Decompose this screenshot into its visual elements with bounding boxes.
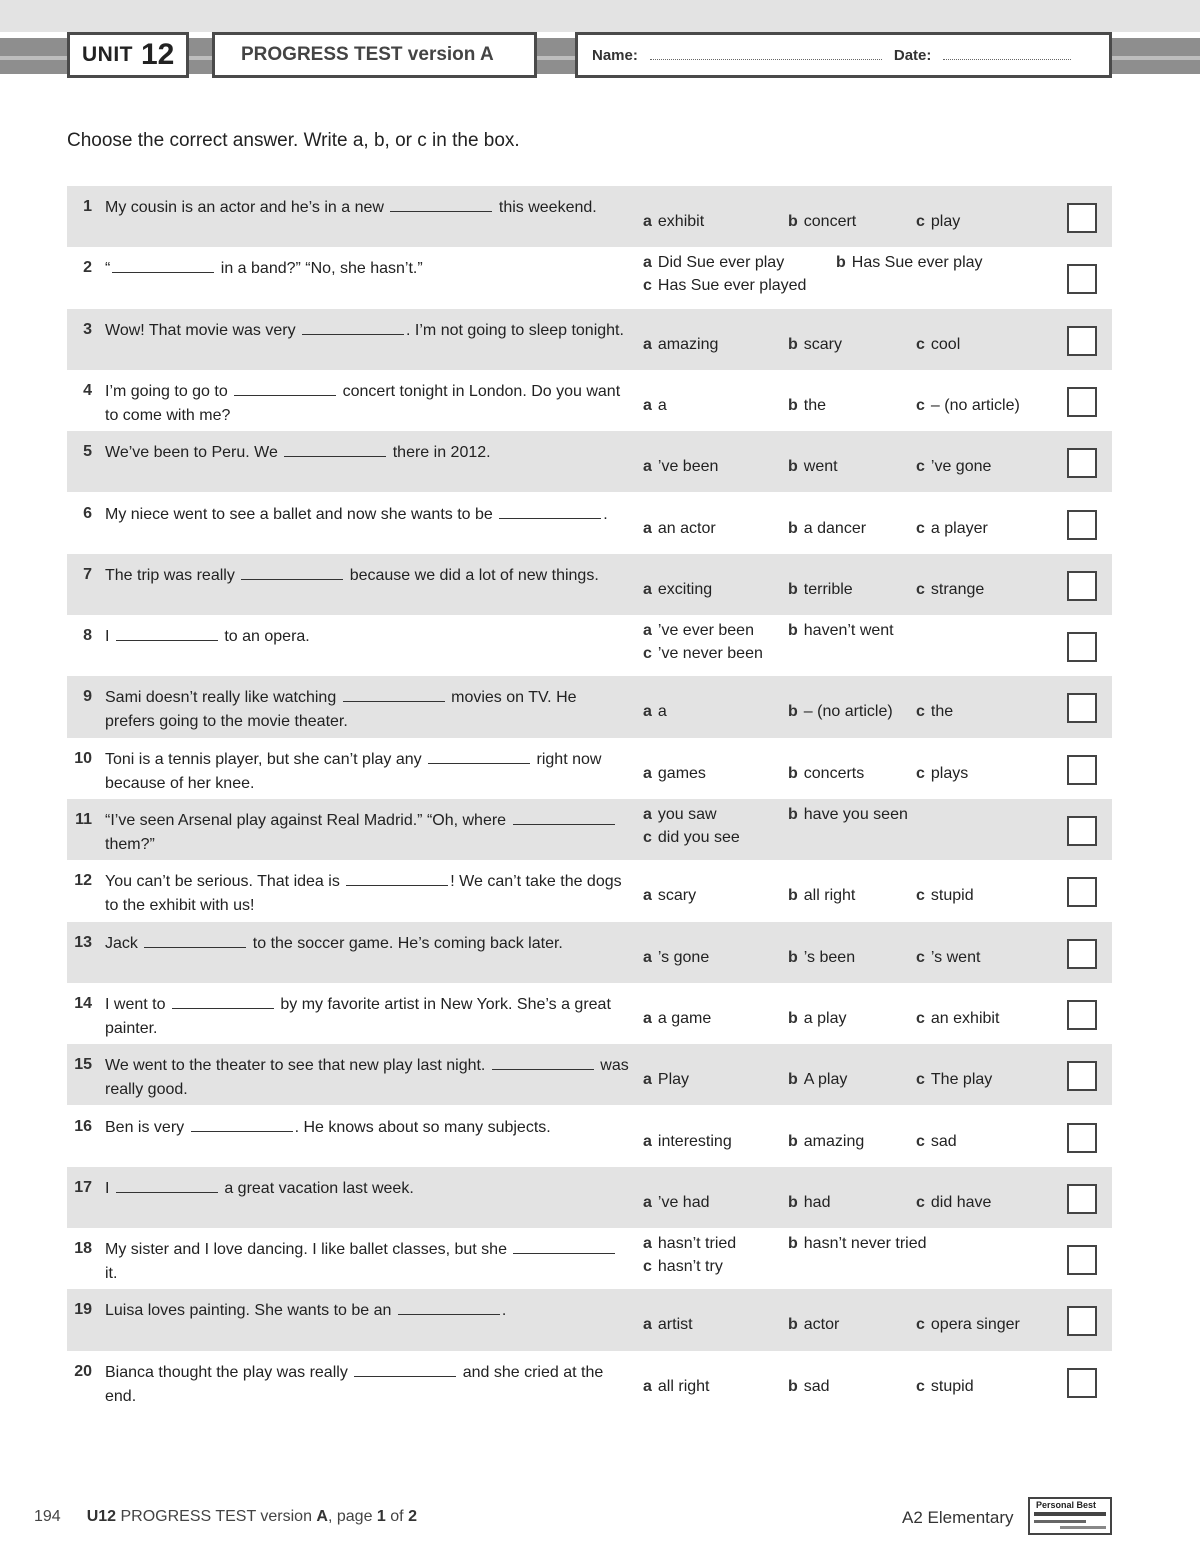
option-a: a artist: [643, 1316, 693, 1334]
answer-blank: [499, 503, 601, 519]
unit-word: UNIT: [82, 43, 133, 66]
option-b: b actor: [788, 1316, 840, 1334]
answer-box[interactable]: [1067, 264, 1097, 294]
option-b: b had: [788, 1193, 831, 1211]
answer-box[interactable]: [1067, 939, 1097, 969]
option-c: c play: [916, 213, 961, 230]
answer-blank: [390, 196, 492, 212]
answer-box[interactable]: [1067, 1306, 1097, 1336]
answer-blank: [112, 257, 214, 273]
question-row: [67, 983, 1112, 1044]
question-number: 10: [74, 749, 92, 767]
question-text: Sami doesn’t really like watching movies on TV. He prefers going to the movie theater.: [105, 686, 630, 734]
name-label: Name:: [592, 46, 638, 64]
option-a: a exciting: [643, 580, 713, 598]
option-b: b ’s been: [788, 948, 856, 966]
option-a: a amazing: [643, 335, 719, 353]
question-text: My cousin is an actor and he’s in a new this weekend.: [105, 196, 630, 220]
answer-box[interactable]: [1067, 1123, 1097, 1153]
logo-text: Personal Best: [1036, 1500, 1097, 1510]
option-c: c ’ve never been: [643, 645, 763, 663]
question-row: [67, 676, 1112, 737]
top-band: [0, 0, 1200, 32]
answer-box[interactable]: [1067, 326, 1097, 356]
answer-box[interactable]: [1067, 693, 1097, 723]
question-text: We went to the theater to see that new play last night. was really good.: [105, 1054, 630, 1102]
question-number: 5: [83, 443, 92, 461]
question-text: I a great vacation last week.: [105, 1177, 630, 1201]
option-c: c The play: [916, 1071, 993, 1089]
option-b: b haven’t went: [788, 622, 894, 640]
option-c: c strange: [916, 580, 985, 598]
option-b: b have you seen: [788, 806, 908, 823]
option-a: a interesting: [643, 1132, 732, 1150]
question-number: 6: [83, 504, 92, 522]
answer-box[interactable]: [1067, 1184, 1097, 1214]
option-b: b scary: [788, 335, 843, 353]
option-c: c ’ve gone: [916, 458, 992, 476]
answer-blank: [354, 1361, 456, 1377]
name-date-box: [575, 32, 1112, 78]
question-row: [67, 615, 1112, 676]
question-number: 12: [74, 872, 92, 890]
option-b: b Has Sue ever play: [836, 254, 983, 272]
option-c: c opera singer: [916, 1316, 1020, 1334]
option-b: b all right: [788, 887, 856, 905]
question-row: [67, 370, 1112, 431]
answer-box[interactable]: [1067, 1061, 1097, 1091]
option-a: a a game: [643, 1009, 712, 1027]
test-title: PROGRESS TEST version A: [212, 32, 537, 78]
answer-blank: [191, 1116, 293, 1132]
option-b: b a dancer: [788, 519, 867, 537]
question-number: 8: [83, 627, 92, 645]
answer-box[interactable]: [1067, 571, 1097, 601]
option-c: c stupid: [916, 1377, 974, 1395]
option-c: c a player: [916, 519, 988, 537]
question-row: [67, 431, 1112, 492]
answer-blank: [346, 870, 448, 886]
option-c: c the: [916, 703, 954, 721]
answer-box[interactable]: [1067, 203, 1097, 233]
option-b: b the: [788, 396, 827, 414]
option-b: b terrible: [788, 580, 853, 598]
publisher-logo: [1028, 1497, 1112, 1535]
question-text: Bianca thought the play was really and she cried at the end.: [105, 1361, 630, 1409]
question-row: [67, 738, 1112, 799]
answer-box[interactable]: [1067, 1368, 1097, 1398]
question-number: 17: [74, 1178, 92, 1196]
option-a: a Play: [643, 1071, 690, 1089]
question-number: 13: [74, 933, 92, 951]
question-number: 11: [75, 811, 92, 828]
option-a: a games: [643, 764, 706, 782]
question-row: [67, 493, 1112, 554]
option-b: b hasn’t never tried: [788, 1235, 927, 1253]
question-number: 1: [83, 198, 92, 215]
option-a: a all right: [643, 1377, 710, 1395]
question-number: 18: [74, 1240, 92, 1258]
option-a: a ’s gone: [643, 948, 710, 966]
answer-box[interactable]: [1067, 632, 1097, 662]
question-number: 7: [83, 565, 92, 583]
question-text: My niece went to see a ballet and now she wants to be .: [105, 503, 630, 527]
answer-blank: [144, 932, 246, 948]
option-a: a hasn’t tried: [643, 1235, 737, 1253]
question-row: [67, 1106, 1112, 1167]
question-text: Jack to the soccer game. He’s coming back later.: [105, 932, 630, 956]
question-text: Toni is a tennis player, but she can’t play any right now because of her knee.: [105, 748, 630, 796]
option-a: a ’ve ever been: [643, 622, 754, 640]
option-c: c cool: [916, 335, 961, 353]
answer-blank: [172, 993, 274, 1009]
question-text: Ben is very . He knows about so many subjects.: [105, 1116, 630, 1140]
question-text: I to an opera.: [105, 625, 630, 649]
date-label: Date:: [893, 46, 932, 64]
option-b: b sad: [788, 1377, 830, 1395]
question-row: [67, 1044, 1112, 1105]
question-number: 14: [74, 994, 92, 1012]
option-c: c an exhibit: [916, 1009, 1000, 1027]
option-a: a Did Sue ever play: [643, 254, 785, 272]
answer-blank: [302, 319, 404, 335]
question-text: “ in a band?” “No, she hasn’t.”: [105, 257, 630, 281]
question-number: 19: [74, 1301, 92, 1319]
option-b: b went: [788, 458, 838, 476]
question-row: [67, 799, 1112, 860]
answer-blank: [513, 1238, 615, 1254]
question-number: 16: [74, 1117, 92, 1135]
unit-label: [67, 32, 189, 78]
question-number: 2: [83, 259, 92, 277]
question-row: [67, 1228, 1112, 1289]
question-text: Luisa loves painting. She wants to be an .: [105, 1299, 630, 1323]
option-c: c Has Sue ever played: [643, 277, 807, 295]
answer-box[interactable]: [1067, 510, 1097, 540]
unit-number: 12: [141, 38, 175, 71]
option-b: b concert: [788, 213, 857, 230]
question-row: [67, 922, 1112, 983]
option-c: c did you see: [643, 829, 740, 846]
question-row: [67, 1351, 1112, 1412]
question-row: [67, 247, 1112, 308]
instruction: Choose the correct answer. Write a, b, or c in the box.: [67, 130, 520, 151]
question-number: 3: [83, 320, 92, 338]
option-c: c sad: [916, 1132, 957, 1150]
question-number: 4: [83, 381, 92, 399]
answer-box[interactable]: [1067, 755, 1097, 785]
answer-box[interactable]: [1067, 816, 1097, 846]
option-b: b concerts: [788, 764, 865, 782]
level-label: A2 Elementary: [902, 1508, 1014, 1527]
answer-box[interactable]: [1067, 387, 1097, 417]
question-text: The trip was really because we did a lot of new things.: [105, 564, 630, 588]
answer-blank: [284, 441, 386, 457]
answer-box[interactable]: [1067, 877, 1097, 907]
option-a: a ’ve been: [643, 458, 719, 476]
answer-blank: [343, 686, 445, 702]
answer-blank: [513, 809, 615, 825]
question-text: You can’t be serious. That idea is ! We can’t take the dogs to the exhibit with us!: [105, 870, 630, 918]
question-text: I’m going to go to concert tonight in London. Do you want to come with me?: [105, 380, 630, 428]
question-number: 9: [83, 688, 92, 706]
answer-box[interactable]: [1067, 1000, 1097, 1030]
question-row: [67, 554, 1112, 615]
question-number: 15: [74, 1056, 92, 1074]
option-a: a scary: [643, 887, 697, 905]
question-text: “I’ve seen Arsenal play against Real Madrid.” “Oh, where them?”: [105, 809, 630, 857]
option-c: c – (no article): [916, 396, 1020, 414]
question-row: [67, 309, 1112, 370]
question-row: [67, 1167, 1112, 1228]
option-b: b a play: [788, 1009, 847, 1027]
question-text: Wow! That movie was very . I’m not going to sleep tonight.: [105, 319, 630, 343]
question-row: [67, 860, 1112, 921]
page-number: 194: [34, 1508, 61, 1525]
answer-blank: [234, 380, 336, 396]
answer-blank: [428, 748, 530, 764]
question-row: [67, 1289, 1112, 1350]
option-c: c hasn’t try: [643, 1258, 723, 1276]
date-field[interactable]: [943, 51, 1071, 60]
option-a: a a: [643, 703, 667, 721]
name-field[interactable]: [650, 51, 882, 60]
option-b: b – (no article): [788, 703, 893, 721]
answer-blank: [398, 1299, 500, 1315]
option-b: b amazing: [788, 1132, 865, 1150]
answer-blank: [492, 1054, 594, 1070]
answer-box[interactable]: [1067, 1245, 1097, 1275]
option-a: a an actor: [643, 519, 716, 537]
option-c: c stupid: [916, 887, 974, 905]
footer-info: 194 U12 PROGRESS TEST version A, page 1 of 2: [34, 1508, 417, 1525]
answer-blank: [116, 625, 218, 641]
question-text: I went to by my favorite artist in New York. She’s a great painter.: [105, 993, 630, 1041]
question-number: 20: [74, 1362, 92, 1380]
option-a: a a: [643, 396, 667, 414]
option-a: a you saw: [643, 806, 717, 823]
question-text: My sister and I love dancing. I like ballet classes, but she it.: [105, 1238, 630, 1286]
question-text: We’ve been to Peru. We there in 2012.: [105, 441, 630, 465]
option-c: c plays: [916, 764, 969, 782]
option-b: b A play: [788, 1071, 848, 1089]
unit-code: U12: [86, 1508, 117, 1525]
question-row: [67, 186, 1112, 247]
option-a: a ’ve had: [643, 1193, 710, 1211]
answer-blank: [116, 1177, 218, 1193]
answer-blank: [241, 564, 343, 580]
option-a: a exhibit: [643, 213, 705, 230]
option-c: c ’s went: [916, 948, 981, 966]
answer-box[interactable]: [1067, 448, 1097, 478]
option-c: c did have: [916, 1193, 992, 1211]
